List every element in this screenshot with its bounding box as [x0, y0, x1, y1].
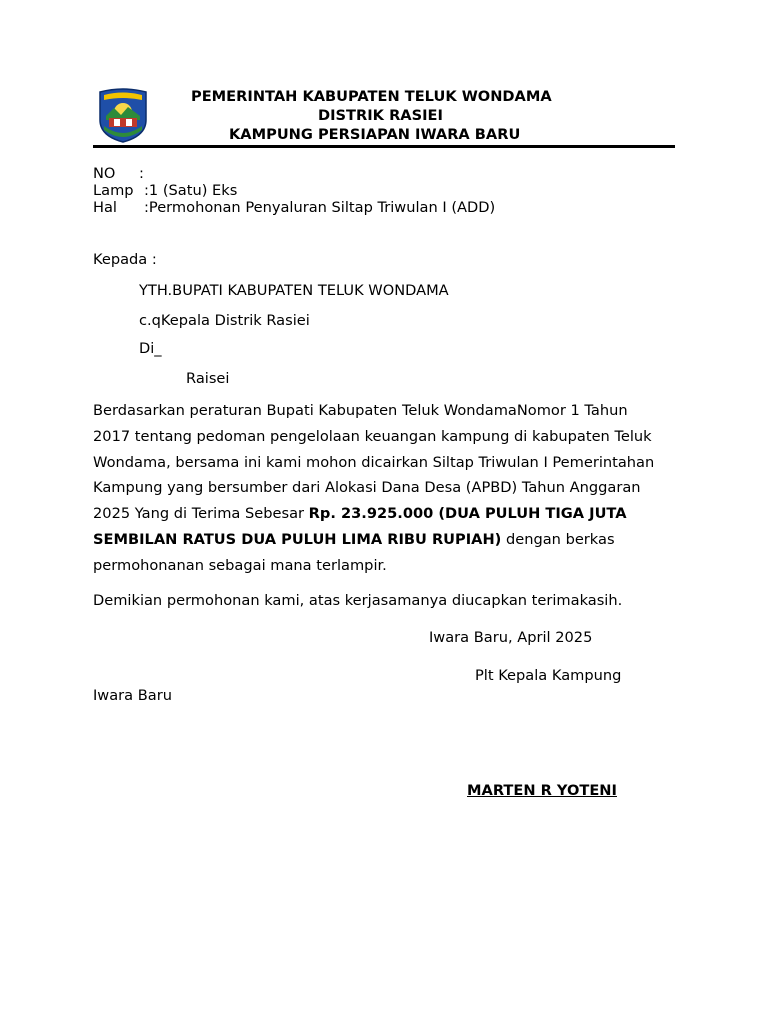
amount-rp: Rp	[308, 505, 331, 523]
hal-value: :Permohonan Penyaluran Siltap Triwulan I (ADD)	[144, 199, 496, 216]
letterhead-district: DISTRIK RASIEI	[318, 107, 443, 124]
recipient-di: Di_	[139, 340, 162, 357]
hal-label: Hal	[93, 199, 117, 216]
letter-body	[93, 398, 668, 579]
no-separator: :	[139, 165, 144, 182]
no-label: NO	[93, 165, 116, 182]
amount-value: . 23.925.000 (DUA PULUH TIGA JUTA SEMBILAN RATUS DUA PULUH LIMA RIBU RUPIAH)	[93, 505, 627, 548]
letterhead-village: KAMPUNG PERSIAPAN IWARA BARU	[229, 126, 521, 143]
kepada-label: Kepada :	[93, 251, 157, 268]
lamp-value: :1 (Satu) Eks	[144, 182, 238, 199]
recipient: YTH.BUPATI KABUPATEN TELUK WONDAMA	[139, 282, 449, 299]
recipient-place: Raisei	[186, 370, 230, 387]
place-date: Iwara Baru, April 2025	[429, 629, 593, 646]
letterhead-divider	[93, 145, 675, 148]
letterhead-government: PEMERINTAH KABUPATEN TELUK WONDAMA	[191, 88, 552, 105]
closing-statement: Demikian permohonan kami, atas kerjasamanya diucapkan terimakasih.	[93, 592, 623, 609]
regency-crest-icon	[94, 86, 152, 144]
body-text-after: dengan berkas permohonanan sebagai mana terlampir.	[93, 530, 615, 574]
signatory-title: Plt Kepala Kampung	[475, 667, 622, 684]
signatory-title-village: Iwara Baru	[93, 687, 172, 704]
body-text-before: Berdasarkan peraturan Bupati Kabupaten Teluk WondamaNomor 1 Tahun 2017 tentang pedoman pengelolaan keuangan kampung di kabupaten Teluk Wondama, bersama ini kami mohon dicairkan Siltap Triwulan I Pemerintahan Kampung yang bersumber dari Alokasi Dana Desa (APBD) Tahun Anggaran 2025 Yang di Terima Sebesar	[93, 402, 655, 523]
lamp-label: Lamp	[93, 182, 134, 199]
recipient-cq: c.qKepala Distrik Rasiei	[139, 312, 310, 329]
signatory-name: MARTEN R YOTENI	[467, 782, 617, 799]
